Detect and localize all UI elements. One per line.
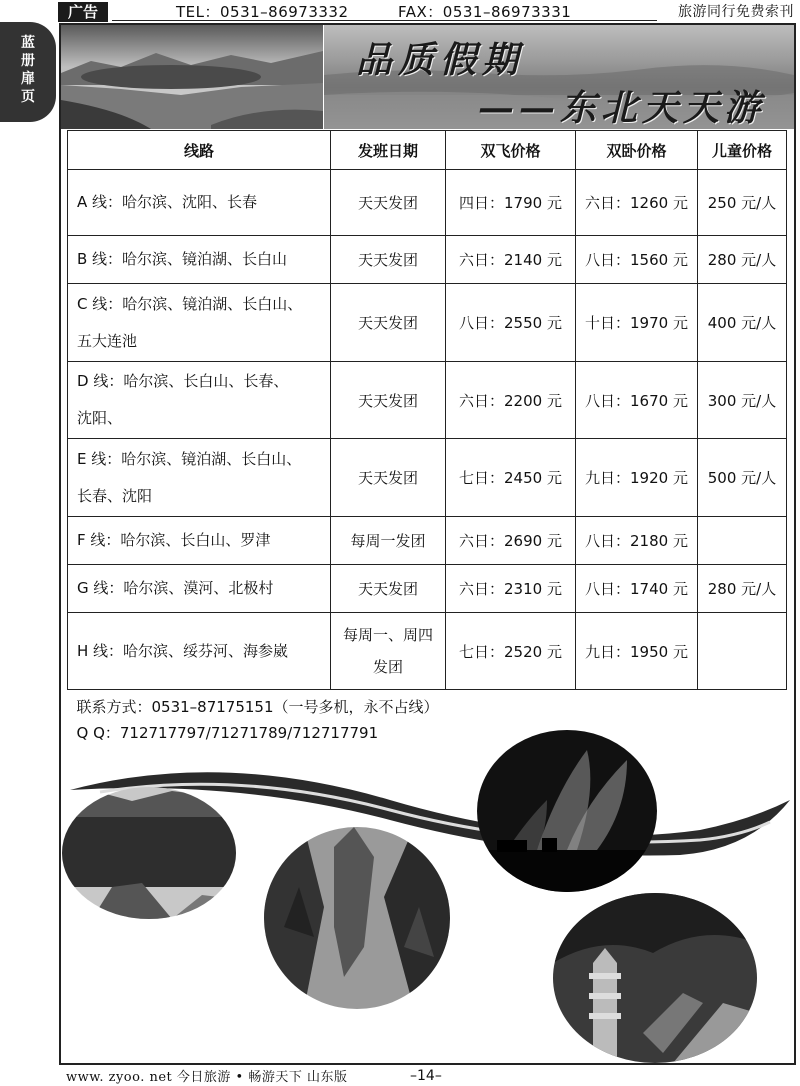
pagoda-photo — [553, 893, 757, 1063]
route-line: D 线：哈尔滨、长白山、长春、 — [77, 372, 289, 390]
route-cell — [68, 362, 331, 439]
table-header-row — [68, 131, 787, 170]
child-price-cell: 280 元/人 — [698, 236, 787, 284]
train-price-cell: 八日：1740 元 — [576, 565, 698, 613]
schedule-cell: 天天发团 — [331, 170, 446, 236]
schedule-cell: 天天发团 — [331, 362, 446, 439]
train-price-cell: 十日：1970 元 — [576, 284, 698, 362]
route-cell — [68, 565, 331, 613]
contact-qq: Q Q：712717797/71271789/712717791 — [76, 724, 379, 742]
table-row — [68, 439, 787, 517]
route-line: G 线：哈尔滨、漠河、北极村 — [77, 579, 274, 597]
header-fax: FAX：0531–86973331 — [398, 3, 572, 21]
flight-price-cell: 八日：2550 元 — [446, 284, 576, 362]
table-row — [68, 284, 787, 362]
route-cell — [68, 170, 331, 236]
col-header-child-price: 儿童价格 — [698, 131, 787, 170]
route-cell — [68, 517, 331, 565]
schedule-line: 发团 — [372, 658, 403, 676]
child-price-cell: 400 元/人 — [698, 284, 787, 362]
banner-title-main: 品质假期 — [356, 39, 525, 81]
route-line: B 线：哈尔滨、镜泊湖、长白山 — [77, 250, 288, 268]
child-price-cell: 280 元/人 — [698, 565, 787, 613]
header-divider — [112, 20, 657, 21]
route-line: C 线：哈尔滨、镜泊湖、长白山、 — [77, 294, 303, 313]
route-cell — [68, 439, 331, 517]
train-price-cell: 九日：1950 元 — [576, 613, 698, 690]
flight-price-cell: 七日：2520 元 — [446, 613, 576, 690]
table-row — [68, 613, 787, 690]
ad-tag: 广告 — [58, 2, 108, 22]
lake-photo — [62, 787, 236, 919]
train-price-cell: 八日：1670 元 — [576, 362, 698, 439]
banner-lake-photo — [61, 25, 323, 129]
schedule-line: 每周一、周四 — [342, 626, 433, 644]
contact-phone: 联系方式：0531–87175151（一号多机，永不占线） — [76, 698, 439, 716]
route-line: 沈阳、 — [77, 409, 123, 427]
schedule-cell: 天天发团 — [331, 236, 446, 284]
contact-row — [68, 690, 787, 747]
flight-price-cell: 七日：2450 元 — [446, 439, 576, 517]
flight-price-cell: 六日：2310 元 — [446, 565, 576, 613]
route-line: F 线：哈尔滨、长白山、罗津 — [77, 531, 271, 549]
train-price-cell: 九日：1920 元 — [576, 439, 698, 517]
table-row — [68, 517, 787, 565]
contact-cell — [68, 690, 787, 747]
train-price-cell: 八日：2180 元 — [576, 517, 698, 565]
train-price-cell: 八日：1560 元 — [576, 236, 698, 284]
col-header-flight-price: 双飞价格 — [446, 131, 576, 170]
route-line: H 线：哈尔滨、绥芬河、海参崴 — [77, 641, 289, 660]
section-tab — [0, 22, 56, 122]
route-line: A 线：哈尔滨、沈阳、长春 — [77, 193, 258, 211]
banner-title-sub: ——东北天天游 — [478, 87, 766, 129]
schedule-cell: 每周一发团 — [331, 517, 446, 565]
col-header-schedule: 发班日期 — [331, 131, 446, 170]
flight-price-cell: 六日：2690 元 — [446, 517, 576, 565]
child-price-cell — [698, 613, 787, 690]
schedule-cell: 天天发团 — [331, 284, 446, 362]
route-line: 长春、沈阳 — [77, 486, 153, 505]
route-cell — [68, 613, 331, 690]
canyon-photo — [264, 827, 450, 1009]
child-price-cell: 500 元/人 — [698, 439, 787, 517]
child-price-cell — [698, 517, 787, 565]
tour-price-table — [67, 130, 787, 746]
header-telephone: TEL：0531–86973332 — [176, 3, 349, 21]
page-number: –14– — [410, 1068, 442, 1084]
route-cell — [68, 236, 331, 284]
child-price-cell: 250 元/人 — [698, 170, 787, 236]
flight-price-cell: 四日：1790 元 — [446, 170, 576, 236]
table-row — [68, 362, 787, 439]
table-row — [68, 170, 787, 236]
page-header — [0, 0, 800, 24]
table-row — [68, 565, 787, 613]
header-slogan: 旅游同行免费索刊 — [678, 4, 794, 20]
col-header-train-price: 双卧价格 — [576, 131, 698, 170]
route-line: 五大连池 — [77, 331, 138, 350]
schedule-cell: 天天发团 — [331, 439, 446, 517]
schedule-cell: 天天发团 — [331, 565, 446, 613]
flight-price-cell: 六日：2200 元 — [446, 362, 576, 439]
table-row — [68, 236, 787, 284]
schedule-cell — [331, 613, 446, 690]
train-price-cell: 六日：1260 元 — [576, 170, 698, 236]
route-line: E 线：哈尔滨、镜泊湖、长白山、 — [77, 449, 302, 468]
footer-site: www. zyoo. net 今日旅游 • 畅游天下 山东版 — [66, 1070, 348, 1085]
col-header-route: 线路 — [68, 131, 331, 170]
flight-price-cell: 六日：2140 元 — [446, 236, 576, 284]
section-tab-label: 蓝册扉页 — [21, 35, 35, 105]
aurora-photo — [477, 730, 657, 892]
route-cell — [68, 284, 331, 362]
child-price-cell: 300 元/人 — [698, 362, 787, 439]
